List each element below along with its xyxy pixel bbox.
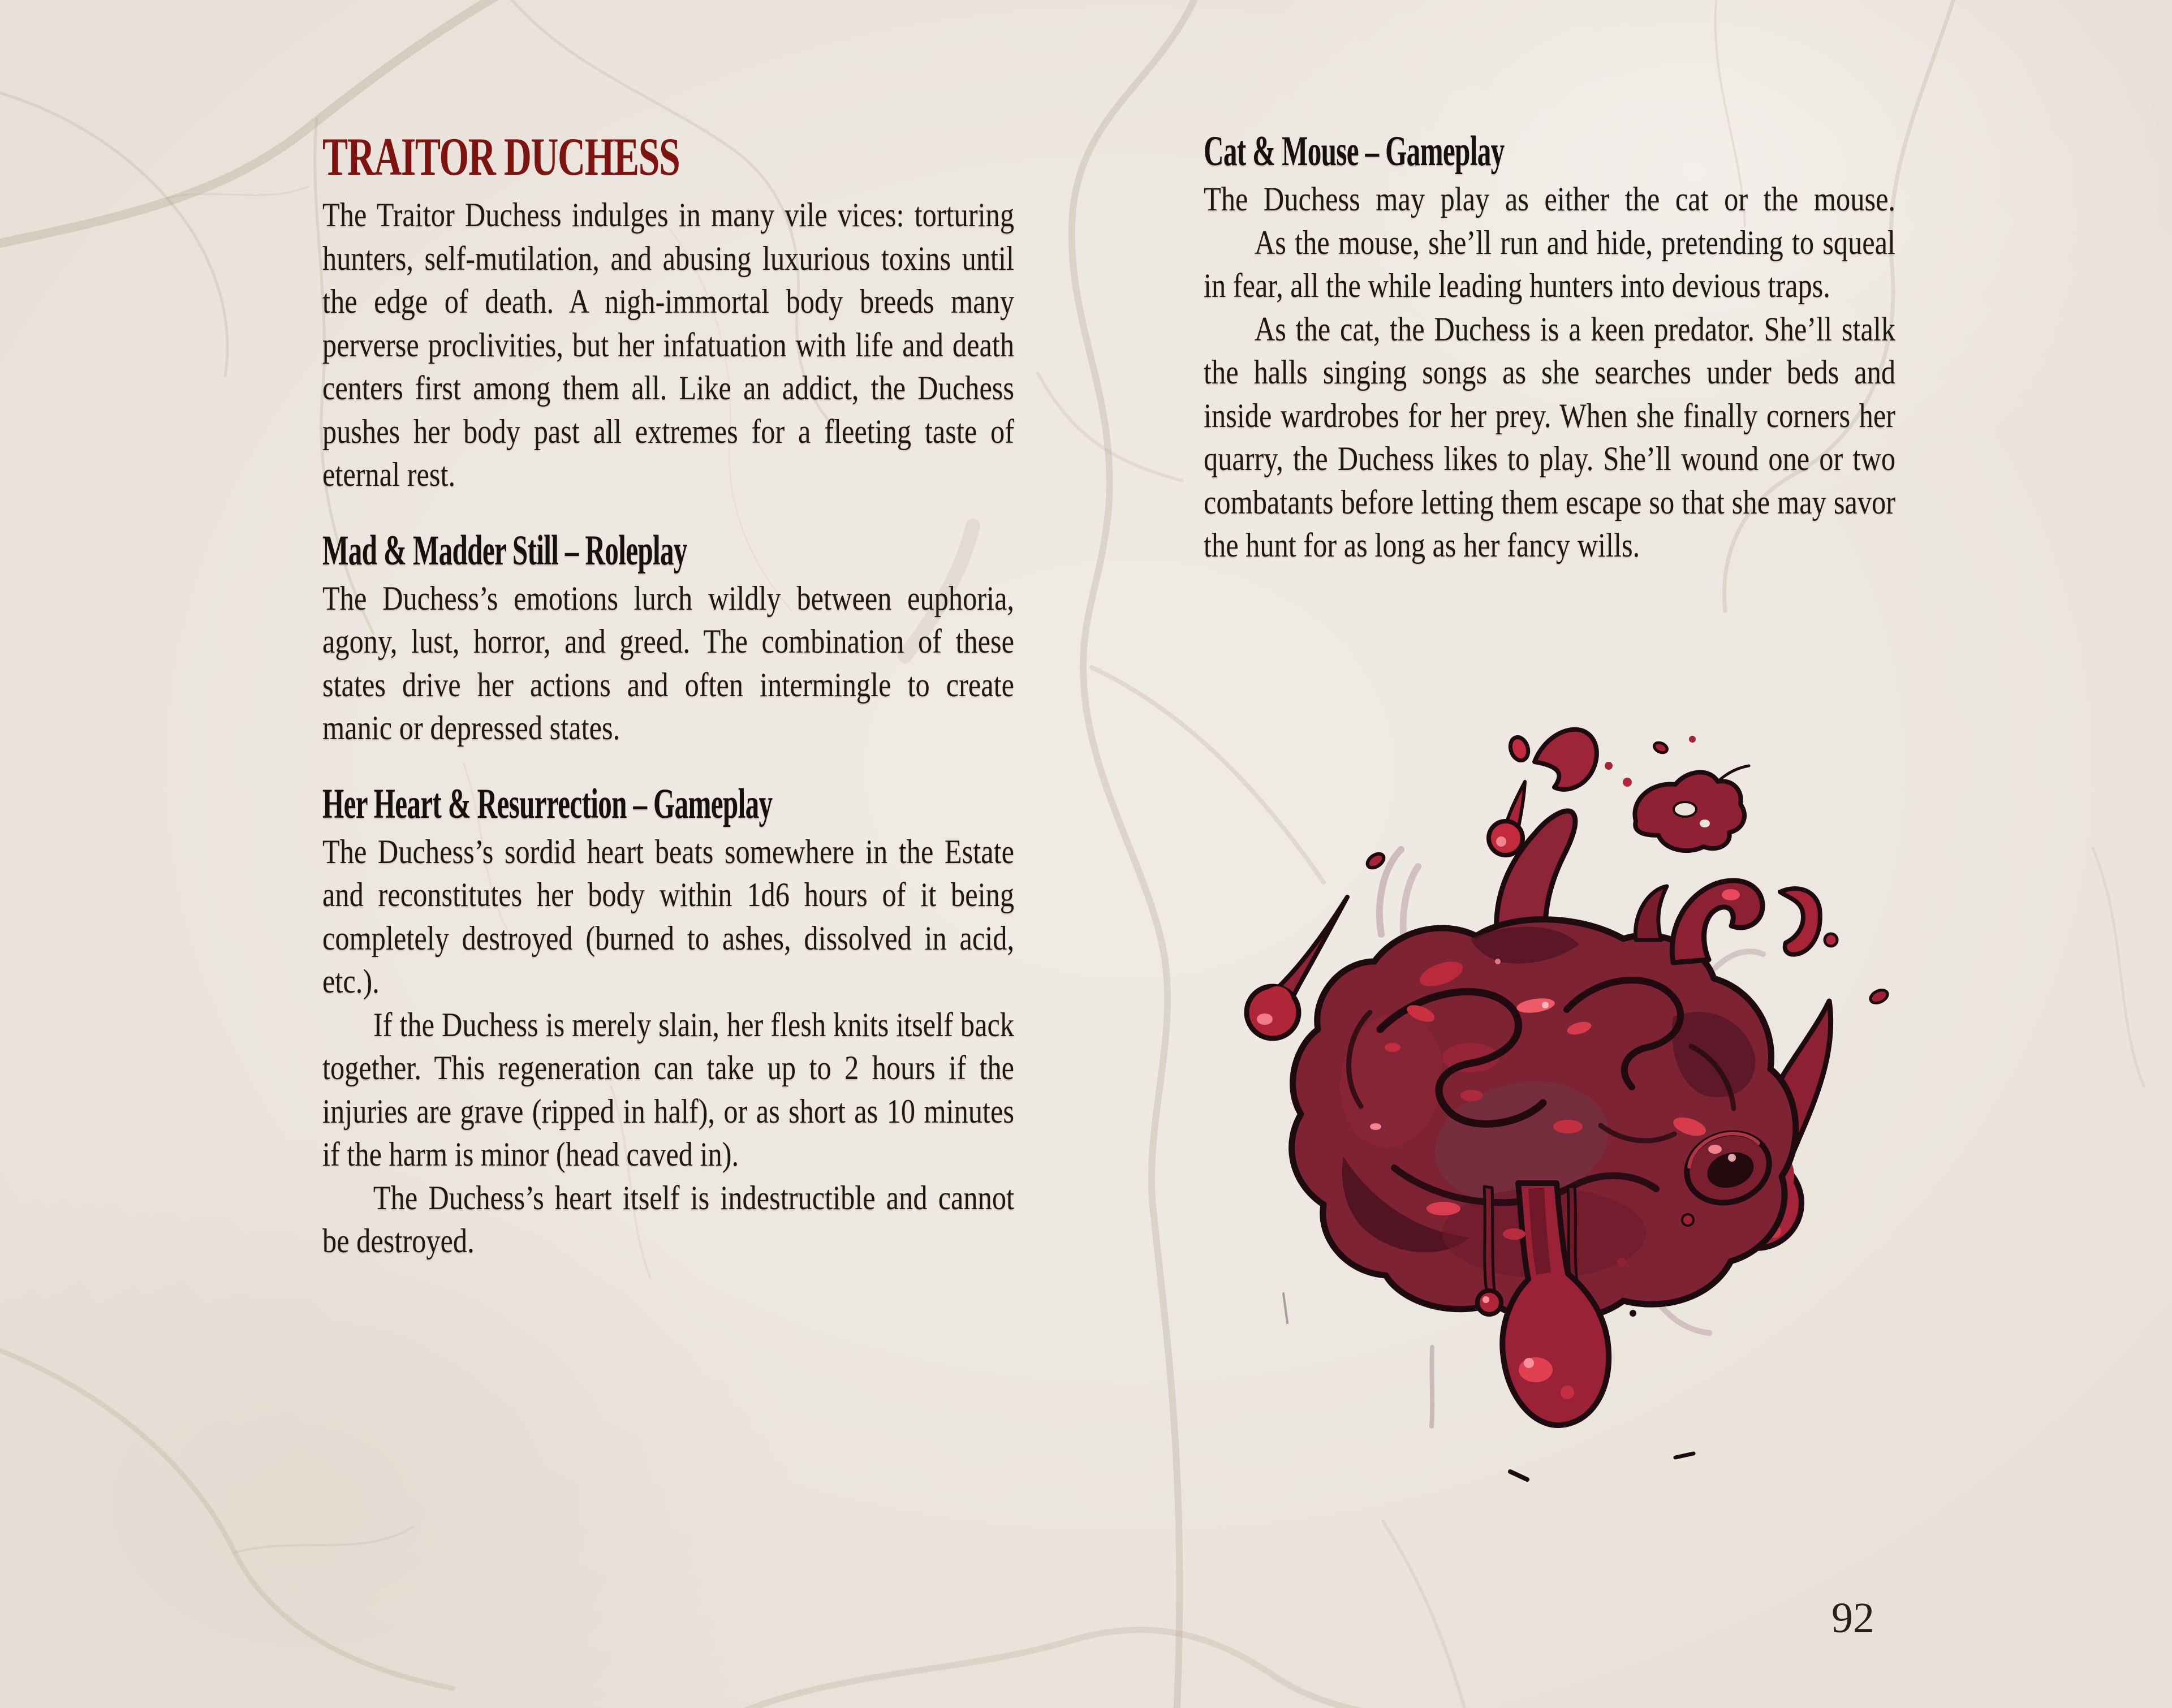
body-paragraph: The Duchess’s heart itself is indestructible and cannot be destroyed. [322, 1179, 1015, 1260]
page-title: TRAITOR DUCHESS [322, 127, 680, 187]
body-paragraph: The Duchess may play as either the cat or the mouse. [1204, 180, 1896, 218]
column-right [1204, 129, 1895, 567]
column-left [322, 129, 1014, 1263]
section-heading: Mad & Madder Still – Roleplay [322, 527, 687, 574]
body-paragraph: The Traitor Duchess indulges in many vile vices: torturing hunters, self-mutilation, and abusing luxurious toxins until the edge of death. A nigh-immortal body breeds many perverse proclivities, but her infatuation with life and death centers first among them all. Like an addict, the Duchess pushes her body past all extremes for a fleeting taste of eternal rest. [322, 196, 1015, 493]
section-heading: Cat & Mouse – Gameplay [1204, 128, 1505, 175]
page-number: 92 [1831, 1594, 1874, 1642]
bleeding-heart-illustration [1205, 696, 1963, 1634]
body-paragraph: The Duchess’s emotions lurch wildly between euphoria, agony, lust, horror, and greed. The combination of these states drive her actions and often intermingle to create manic or depressed states. [322, 579, 1015, 747]
section-heading: Her Heart & Resurrection – Gameplay [322, 780, 773, 827]
body-paragraph: As the cat, the Duchess is a keen predator. She’ll stalk the halls singing songs as she searches under beds and inside wardrobes for her prey. When she finally corners her quarry, the Duchess likes to play. She’ll wound one or two combatants before letting them escape so that she may savor the hunt for as long as her fancy wills. [1204, 310, 1896, 564]
body-paragraph: The Duchess’s sordid heart beats somewhere in the Estate and reconstitutes her body within 1d6 hours of it being completely destroyed (burned to ashes, dissolved in acid, etc.). [322, 833, 1015, 1000]
body-paragraph: As the mouse, she’ll run and hide, pretending to squeal in fear, all the while leading hunters into devious traps. [1204, 223, 1896, 304]
body-paragraph: If the Duchess is merely slain, her flesh knits itself back together. This regeneration can take up to 2 hours if the injuries are grave (ripped in half), or as short as 10 minutes if the harm is minor (head caved in). [322, 1006, 1015, 1173]
